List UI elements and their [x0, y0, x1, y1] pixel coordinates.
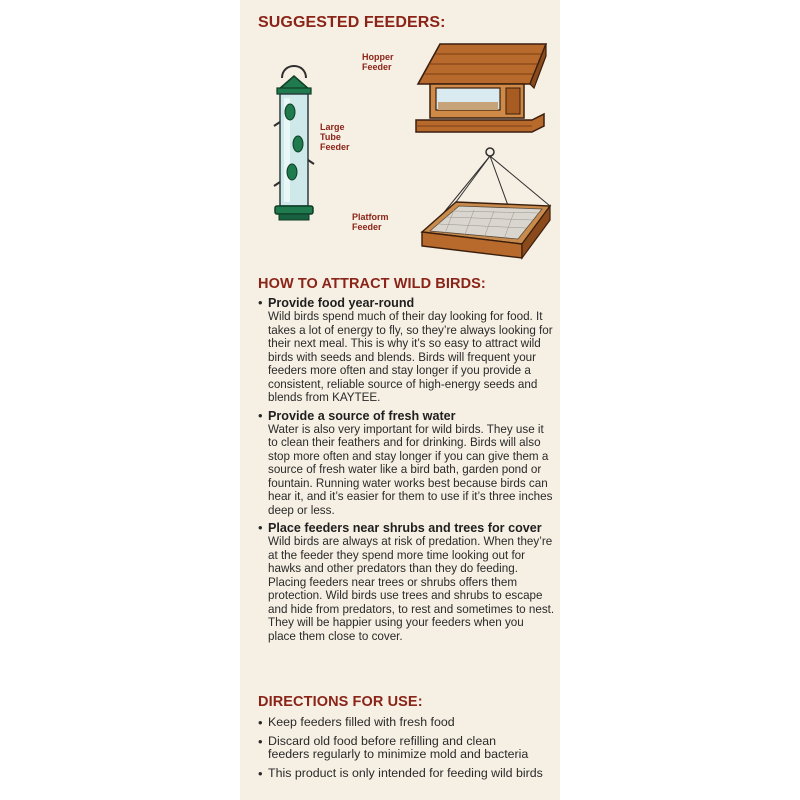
bullet-icon: • [258, 520, 263, 535]
attract-heading: HOW TO ATTRACT WILD BIRDS: [258, 276, 486, 292]
list-item [258, 296, 558, 405]
list-item [258, 409, 558, 518]
hopper-feeder-label: Hopper Feeder [362, 52, 394, 72]
direction-text: Discard old food before refilling and clean feeders regularly to minimize mold and bacteria [268, 733, 529, 761]
list-item [258, 716, 558, 730]
bullet-icon: • [258, 295, 263, 310]
hopper-feeder-illustration [412, 40, 552, 140]
platform-feeder-label: Platform Feeder [352, 212, 389, 232]
attract-list [258, 296, 558, 647]
list-item [258, 767, 558, 781]
bullet-icon: • [258, 715, 263, 730]
suggested-feeders-heading: SUGGESTED FEEDERS: [258, 14, 446, 31]
directions-list [258, 716, 558, 785]
tube-feeder-illustration [268, 60, 320, 230]
item-title: Provide a source of fresh water [268, 408, 456, 423]
direction-text: This product is only intended for feeding wild birds [268, 765, 543, 780]
bullet-icon: • [258, 407, 263, 423]
item-body: Wild birds spend much of their day looking for food. It takes a lot of energy to fly, so they’re always looking for their next meal. This is why it’s so easy to attract wild birds with seeds and blends. Birds will frequent your feeders more often and stay longer if you provide a consistent, reliable source of high-energy seeds and blends from KAYTEE. [268, 309, 553, 404]
item-title: Place feeders near shrubs and trees for cover [268, 521, 542, 535]
list-item [258, 521, 558, 643]
item-body: Water is also very important for wild birds. They use it to clean their feathers and for drinking. Birds will also stop more often and stay longer if you can give them a source of fresh water like a bird bath, garden pond or fountain. Running water works best because birds can hear it, and it’s easier for them to use if it’s three inches deep or less. [268, 421, 553, 517]
tube-feeder-label: Large Tube Feeder [320, 122, 350, 152]
directions-heading: DIRECTIONS FOR USE: [258, 694, 423, 710]
platform-feeder-illustration [404, 140, 554, 272]
bullet-icon: • [258, 765, 263, 781]
item-body: Wild birds are always at risk of predation. When they’re at the feeder they spend more time looking out for hawks and other predators than they do feeding. Placing feeders near trees or shrubs offers them protection. Wild birds use trees and shrubs to escape and hide from predators, to rest and sometimes to nest. They will be happier using your feeders when you place them close to cover. [268, 534, 555, 643]
bullet-icon: • [258, 733, 263, 749]
list-item [258, 735, 558, 762]
item-title: Provide food year-round [268, 296, 415, 310]
direction-text: Keep feeders filled with fresh food [268, 715, 455, 729]
